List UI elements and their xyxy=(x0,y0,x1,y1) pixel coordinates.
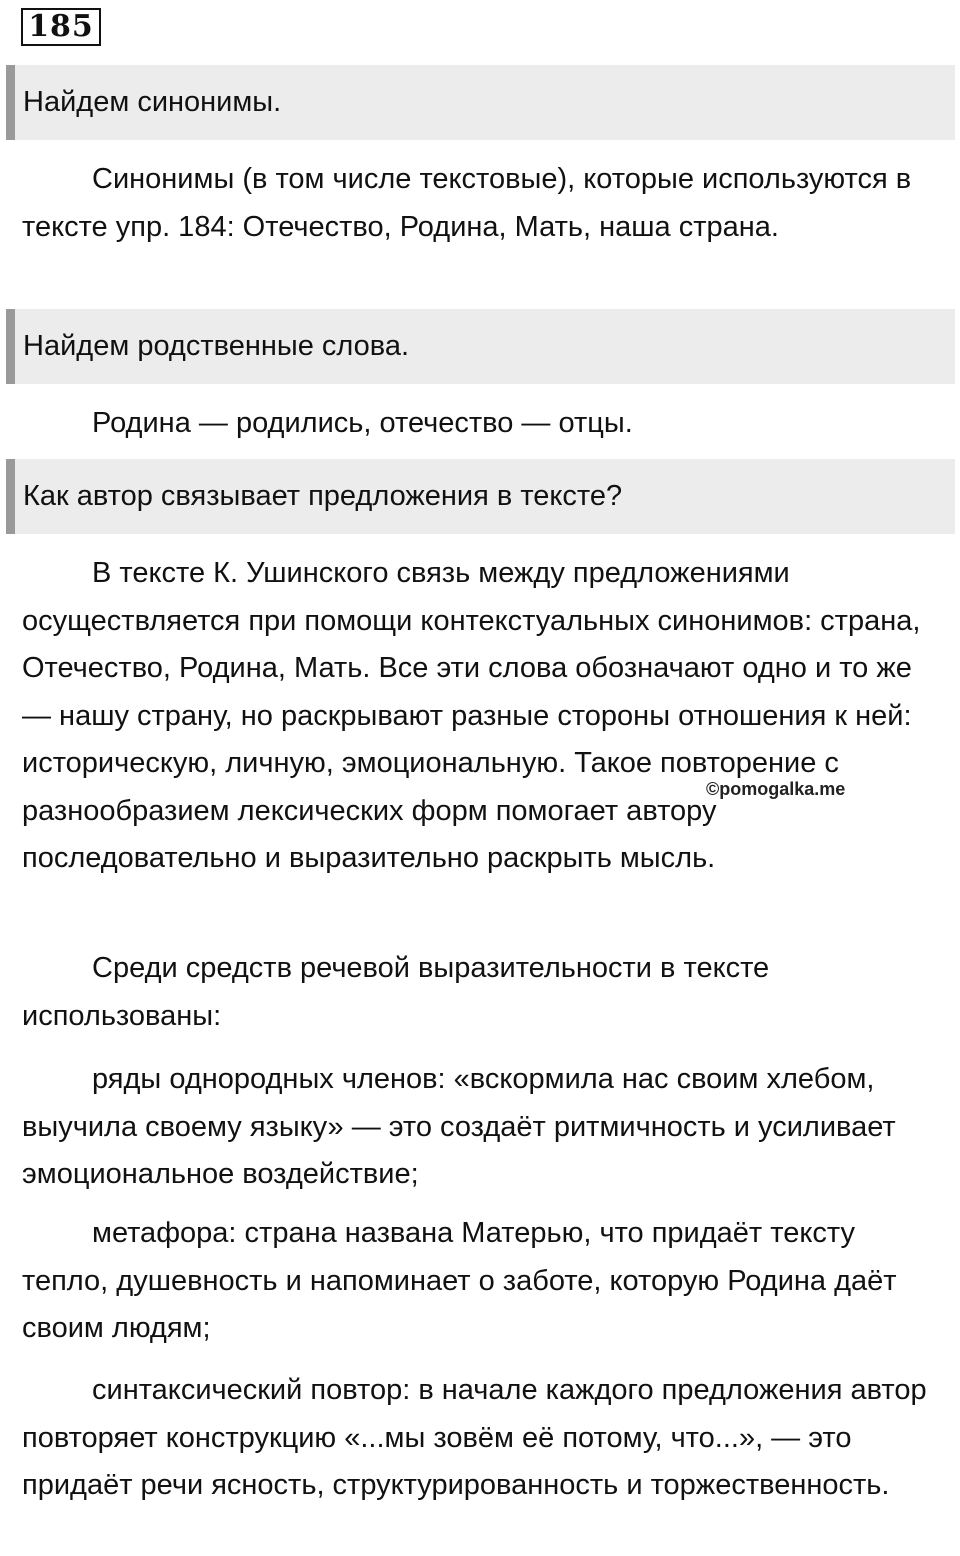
paragraph-syntactic-repetition: синтаксический повтор: в начале каждого предложения автор повторяет конструкцию «...мы зовём её потому, что...», — это придаёт речи ясность, структурированность и торжественность. xyxy=(22,1374,927,1501)
question-sentence-linking: Как автор связывает предложения в тексте? xyxy=(6,459,955,534)
question-synonyms: Найдем синонимы. xyxy=(6,65,955,140)
answer-sentence-linking: В тексте К. Ушинского связь между предложениями осуществляется при помощи контекстуальных синонимов: страна, Отечество, Родина, Мать. Все эти слова обозначают одно и то же — нашу страну, но раскрывают разные стороны отношения к ней: историческую, личную, эмоциональную. Такое повторение с разнообразием лексических форм помогает автору последовательно и выразительно раскрыть мысль. xyxy=(22,557,921,874)
paragraph-homogeneous-members: ряды однородных членов: «вскормила нас своим хлебом, выучила своему языку» — это создаёт ритмичность и усиливает эмоциональное воздействие; xyxy=(22,1063,896,1190)
answer-synonyms: Синонимы (в том числе текстовые), которые используются в тексте упр. 184: Отечество, Родина, Мать, наша страна. xyxy=(22,163,912,243)
exercise-number-box: 185 xyxy=(21,8,101,46)
watermark: ©pomogalka.me xyxy=(706,779,846,799)
answer-related-words: Родина — родились, отечество — отцы. xyxy=(92,407,633,439)
paragraph-metaphor: метафора: страна названа Матерью, что придаёт тексту тепло, душевность и напоминает о заботе, которую Родина даёт своим людям; xyxy=(22,1217,897,1344)
paragraph-expressive-means: Среди средств речевой выразительности в тексте использованы: xyxy=(22,952,770,1032)
question-related-words: Найдем родственные слова. xyxy=(6,309,955,384)
